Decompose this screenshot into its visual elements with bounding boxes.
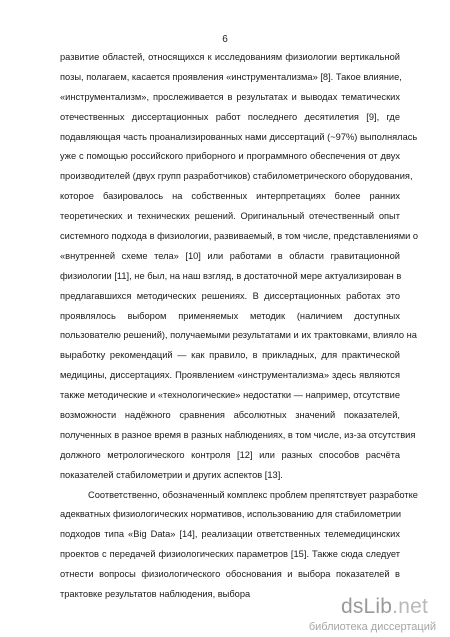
text-line: также методические и «технологические» недостатки — например, отсутствие — [60, 390, 400, 401]
body-text — [60, 48, 419, 605]
text-line: системного подхода в физиологии, развиваемый, в том числе, представлениями о — [60, 231, 419, 242]
text-line: выработку рекомендаций — как правило, в прикладных, для практической — [60, 350, 400, 361]
text-line: адекватных физиологических нормативов, использованию для стабилометрии — [60, 509, 402, 520]
text-line: показателей стабилометрии и других аспектов [13]. — [60, 469, 283, 480]
watermark-brand-tld: .net — [392, 595, 428, 618]
text-line: уже с помощью российского приборного и программного обеспечения от двух — [60, 151, 400, 162]
page-number: 6 — [222, 34, 228, 45]
text-line: развитие областей, относящихся к исследованиям физиологии вертикальной — [60, 52, 400, 62]
text-line: должного метрологического контроля [12] или разных способов расчёта — [60, 449, 400, 460]
text-line: подходов типа «Big Data» [14], реализации ответственных телемедицинских — [60, 529, 400, 540]
text-line: пользователю решений), получаемыми результатами и их трактовками, влияло на — [60, 330, 417, 341]
text-line: подавляющая часть проанализированных нами диссертаций (~97%) выполнялась — [60, 131, 418, 142]
text-line: проявлялось выбором применяемых методик (наличием доступных — [60, 310, 400, 321]
text-line: медицины, диссертациях. Проявлением «инструментализма» здесь являются — [60, 370, 400, 381]
watermark-brand-main: dsLib — [340, 595, 393, 618]
text-line: физиологии [11], не был, на наш взгляд, в достаточной мере актуализирован в — [60, 270, 402, 281]
text-line: Соответственно, обозначенный комплекс проблем препятствует разработке — [88, 489, 418, 500]
text-line: отнести вопросы физиологического обоснования и выбора показателей в — [60, 569, 400, 580]
text-line: предлагавшихся методических решениях. В диссертационных работах это — [60, 290, 400, 301]
text-line: позы, полагаем, касается проявления «инструментализма» [8]. Такое влияние, — [60, 71, 402, 82]
text-line: полученных в разное время в разных наблюдениях, в том числе, из-за отсутствия — [60, 429, 416, 440]
text-line: «внутренней схеме тела» [10] или работами в области гравитационной — [60, 250, 400, 261]
text-line: «инструментализм», прослеживается в результатах и выводах тематических — [60, 91, 400, 102]
text-line: возможности надёжного сравнения абсолютных значений показателей, — [60, 410, 400, 421]
text-line: производителей (двух групп разработчиков) стабилометрического оборудования, — [60, 171, 413, 182]
text-line: трактовке результатов наблюдения, выбора — [60, 589, 251, 600]
text-line: теоретических и технических решений. Оригинальный отечественный опыт — [60, 211, 400, 222]
watermark-logo — [341, 595, 428, 619]
watermark-subtitle: библиотека диссертаций — [308, 621, 436, 633]
text-line: которое базировалось на собственных интерпретациях более ранних — [60, 191, 400, 202]
text-line: проектов с передачей физиологических параметров [15]. Также сюда следует — [60, 549, 400, 560]
text-line: отечественных диссертационных работ последнего десятилетия [9], где — [60, 111, 400, 122]
